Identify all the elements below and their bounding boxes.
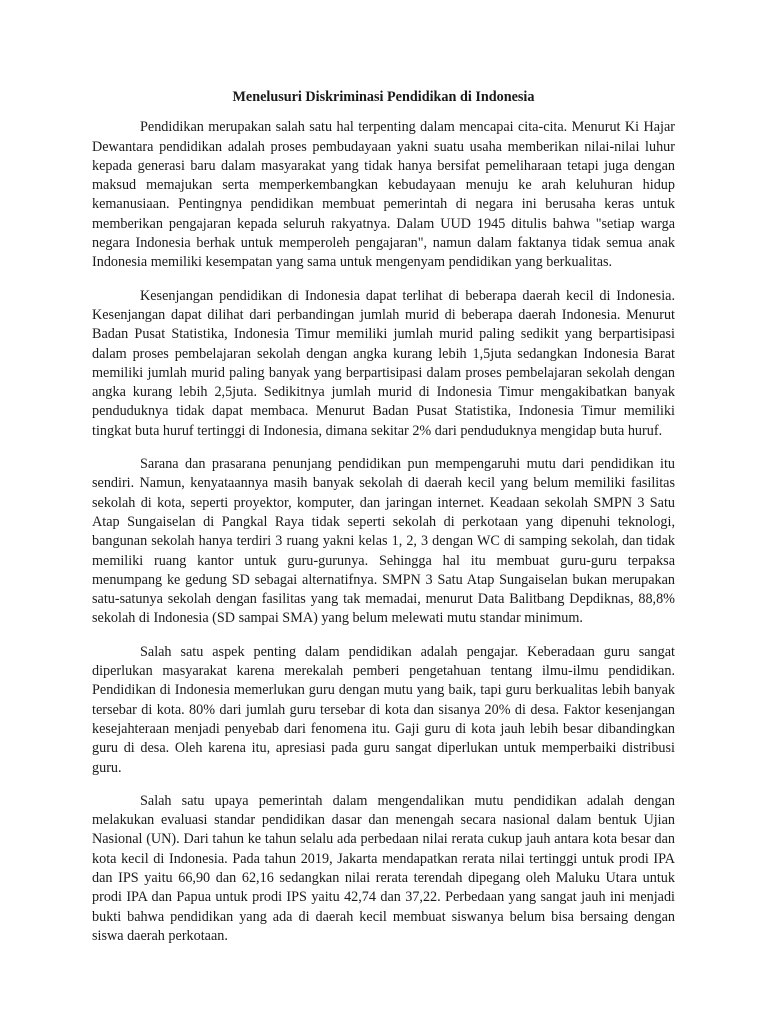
paragraph-4: Salah satu aspek penting dalam pendidikan adalah pengajar. Keberadaan guru sangat diperlukan masyarakat karena merekalah pemberi pengetahuan tentang ilmu-ilmu pendidikan. Pendidikan di Indonesia memerlukan guru dengan mutu yang baik, tapi guru berkualitas lebih banyak tersebar di kota. 80% dari jumlah guru tersebar di kota dan sisanya 20% di desa. Faktor kesenjangan kesejahteraan menjadi penyebab dari fenomena itu. Gaji guru di kota jauh lebih besar dibandingkan guru di desa. Oleh karena itu, apresiasi pada guru sangat diperlukan untuk memperbaiki distribusi guru. (92, 643, 675, 776)
paragraph-3: Sarana dan prasarana penunjang pendidikan pun mempengaruhi mutu dari pendidikan itu sendiri. Namun, kenyataannya masih banyak sekolah di daerah kecil yang belum memiliki fasilitas sekolah di kota, seperti proyektor, komputer, dan jaringan internet. Keadaan sekolah SMPN 3 Satu Atap Sungaiselan di Pangkal Raya tidak seperti sekolah di perkotaan yang dipenuhi teknologi, bangunan sekolah hanya terdiri 3 ruang yakni kelas 1, 2, 3 dengan WC di samping sekolah, dan tidak memiliki ruang kantor untuk guru-gurunya. Sehingga hal itu membuat guru-guru terpaksa menumpang ke gedung SD sebagai alternatifnya. SMPN 3 Satu Atap Sungaiselan bukan merupakan satu-satunya sekolah dengan fasilitas yang tak memadai, menurut Data Balitbang Depdiknas, 88,8% sekolah di Indonesia (SD sampai SMA) yang belum melewati mutu standar minimum. (92, 456, 675, 627)
paragraph-2: Kesenjangan pendidikan di Indonesia dapat terlihat di beberapa daerah kecil di Indonesia. Kesenjangan dapat dilihat dari perbandingan jumlah murid di beberapa daerah Indonesia. Menurut Badan Pusat Statistika, Indonesia Timur memiliki jumlah murid paling sedikit yang berpartisipasi dalam proses pembelajaran sekolah dengan angka kurang lebih 1,5juta sedangkan Indonesia Barat memiliki jumlah murid paling banyak yang berpartisipasi dalam proses pembelajaran sekolah dengan angka kurang lebih 2,5juta. Sedikitnya jumlah murid di Indonesia Timur mengakibatkan banyak penduduknya tidak dapat membaca. Menurut Badan Pusat Statistika, Indonesia Timur memiliki tingkat buta huruf tertinggi di Indonesia, dimana sekitar 2% dari penduduknya mengidap buta huruf. (92, 287, 675, 439)
paragraph-5: Salah satu upaya pemerintah dalam mengendalikan mutu pendidikan adalah dengan melakukan evaluasi standar pendidikan dasar dan menengah secara nasional dalam bentuk Ujian Nasional (UN). Dari tahun ke tahun selalu ada perbedaan nilai rerata cukup jauh antara kota besar dan kota kecil di Indonesia. Pada tahun 2019, Jakarta mendapatkan rerata nilai tertinggi untuk prodi IPA dan IPS yaitu 66,90 dan 62,16 sedangkan nilai rerata terendah dipegang oleh Maluku Utara untuk prodi IPA dan Papua untuk prodi IPS yaitu 42,74 dan 37,22. Perbedaan yang sangat jauh ini menjadi bukti bahwa pendidikan yang ada di daerah kecil membuat siswanya belum bisa bersaing dengan siswa daerah perkotaan. (92, 792, 675, 944)
paragraph-1: Pendidikan merupakan salah satu hal terpenting dalam mencapai cita-cita. Menurut Ki Hajar Dewantara pendidikan adalah proses pembudayaan yakni suatu usaha memberikan nilai-nilai luhur kepada generasi baru dalam masyarakat yang tidak hanya bersifat pemeliharaan tetapi juga dengan maksud memajukan serta memperkembangkan kebudayaan menuju ke arah keluhuran hidup kemanusiaan. Pentingnya pendidikan membuat pemerintah di negara ini berusaha keras untuk memberikan pengajaran kepada seluruh rakyatnya. Dalam UUD 1945 ditulis bahwa "setiap warga negara Indonesia berhak untuk memperoleh pengajaran", namun dalam faktanya tidak semua anak Indonesia memiliki kesempatan yang sama untuk mengenyam pendidikan yang berkualitas. (92, 119, 675, 271)
document-title: Menelusuri Diskriminasi Pendidikan di Indonesia (232, 89, 535, 105)
document-page (92, 88, 675, 960)
